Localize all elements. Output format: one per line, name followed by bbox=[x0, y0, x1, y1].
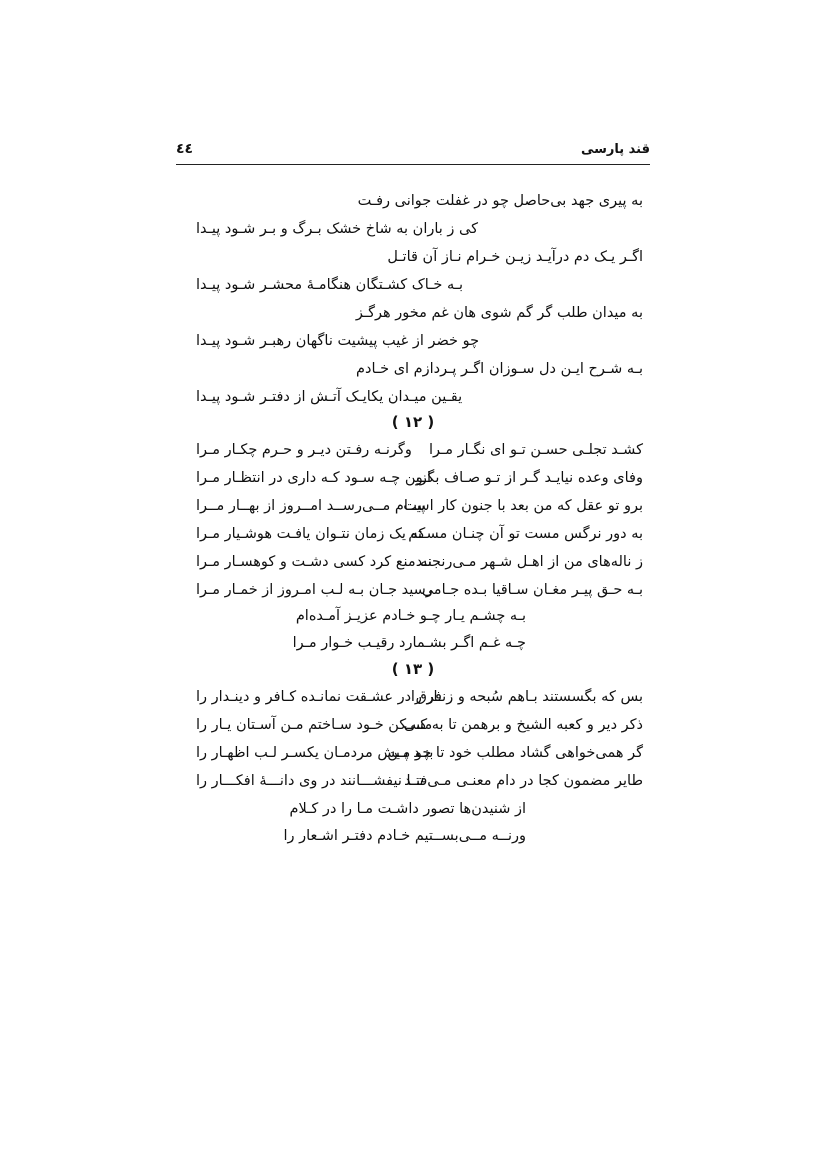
couplet-second-hemistich: فرق در عشـقت نمانـده کـافر و دینـدار را bbox=[196, 689, 442, 705]
verse-line: کی ز باران به شاخ خشک بـرگ و بـر شـود پیـدا bbox=[196, 221, 479, 237]
book-title: قند پارسی bbox=[580, 142, 650, 157]
couplet-first-hemistich: ز ناله‌های من از اهـل شـهر مـی‌رنجنـد bbox=[415, 554, 643, 570]
verse-line: به میدان طلب گر گم شوی هان غم مخور هرگـز bbox=[355, 305, 643, 321]
couplet-second-hemistich: پیــام مــی‌رســد امــروز از بهــار مــرا bbox=[196, 498, 426, 514]
couplet-first-hemistich: ذکر دیر و کعبه الشیخ و برهمن تا به کـی bbox=[403, 717, 643, 733]
couplet-second-hemistich: که یک زمان نتـوان یافـت هوشـیار مـرا bbox=[196, 526, 426, 542]
verse-line: بـه خـاک کشـتگان هنگامـهٔ محشـر شـود پیـدا bbox=[196, 277, 464, 293]
couplet-second-hemistich: نه منع کرد کسی دشـت و کوهسـار مـرا bbox=[196, 554, 433, 570]
verse-line: یقـین میـدان یکایـک آتـش از دفتـر شـود پیـدا bbox=[196, 389, 463, 405]
section-title-12: ( ۱۲ ) bbox=[391, 413, 435, 431]
verse-line: به پیری جهد بی‌حاصل چو در غفلت جوانی رفـت bbox=[357, 193, 643, 209]
couplet-first-hemistich: کشـد تجلـی حسـن تـو ای نگـار مـرا bbox=[429, 442, 643, 458]
couplet-second-hemistich: بنـد پـیش مردمـان یکسـر لـب اظهـار را bbox=[196, 745, 434, 761]
couplet-second-hemistich: ازین چـه سـود کـه داری در انتظـار مـرا bbox=[196, 470, 431, 486]
verse-line: بـه شـرح ایـن دل سـوزان اگـر پـردازم ای خـادم bbox=[356, 361, 643, 377]
couplet-first-hemistich: بس که بگسستند بـاهم سُبحه و زنـار را bbox=[410, 689, 643, 705]
running-header bbox=[176, 140, 650, 165]
closing-verse: چـه غـم اگـر بشـمارد رقیـب خـوار مـرا bbox=[292, 635, 526, 651]
section-title-13: ( ۱۳ ) bbox=[391, 660, 435, 678]
closing-verse: ورنــه مــی‌بســتیم خـادم دفتـر اشـعار را bbox=[283, 828, 526, 844]
couplet-first-hemistich: وفای وعده نیایـد گـر از تـو صـاف بگـو bbox=[415, 470, 643, 486]
page-number: ٤٤ bbox=[176, 141, 194, 157]
closing-verse: از شنیدن‌ها تصور داشـت مـا را در کـلام bbox=[289, 801, 526, 817]
couplet-second-hemistich: وگرنـه رفـتن دیـر و حـرم چکـار مـرا bbox=[196, 442, 412, 458]
closing-verse: بـه چشـم یـار چـو خـادم عزیـز آمـده‌ام bbox=[295, 608, 526, 624]
couplet-first-hemistich: به دور نرگس مست تو آن چنـان مسـتم bbox=[408, 526, 643, 542]
couplet-first-hemistich: برو تو عقل که من بعد با جنون کار است bbox=[403, 498, 643, 514]
couplet-first-hemistich: گر همی‌خواهی گشاد مطلب خود تا چو مـن bbox=[387, 745, 643, 761]
couplet-second-hemistich: تــا نیفشـــانند در وی دانـــهٔ افکـــار را bbox=[196, 773, 424, 789]
verse-line: چو خضر از غیب پیشیت ناگهان رهبـر شـود پیـدا bbox=[196, 333, 480, 349]
verse-line: اگـر یـک دم درآیـد زیـن خـرام نـاز آن قاتـل bbox=[387, 249, 643, 265]
couplet-second-hemistich: مسـکن خـود سـاختم مـن آسـتان یـار را bbox=[196, 717, 433, 733]
couplet-first-hemistich: طایر مضمون کجا در دام معنـی مـی‌فتـد bbox=[404, 773, 643, 789]
couplet-second-hemistich: رسید جـان بـه لـب امـروز از خمـار مـرا bbox=[196, 582, 433, 598]
couplet-first-hemistich: بـه حـق پیـر مغـان سـاقیا بـده جـامی bbox=[421, 582, 643, 598]
